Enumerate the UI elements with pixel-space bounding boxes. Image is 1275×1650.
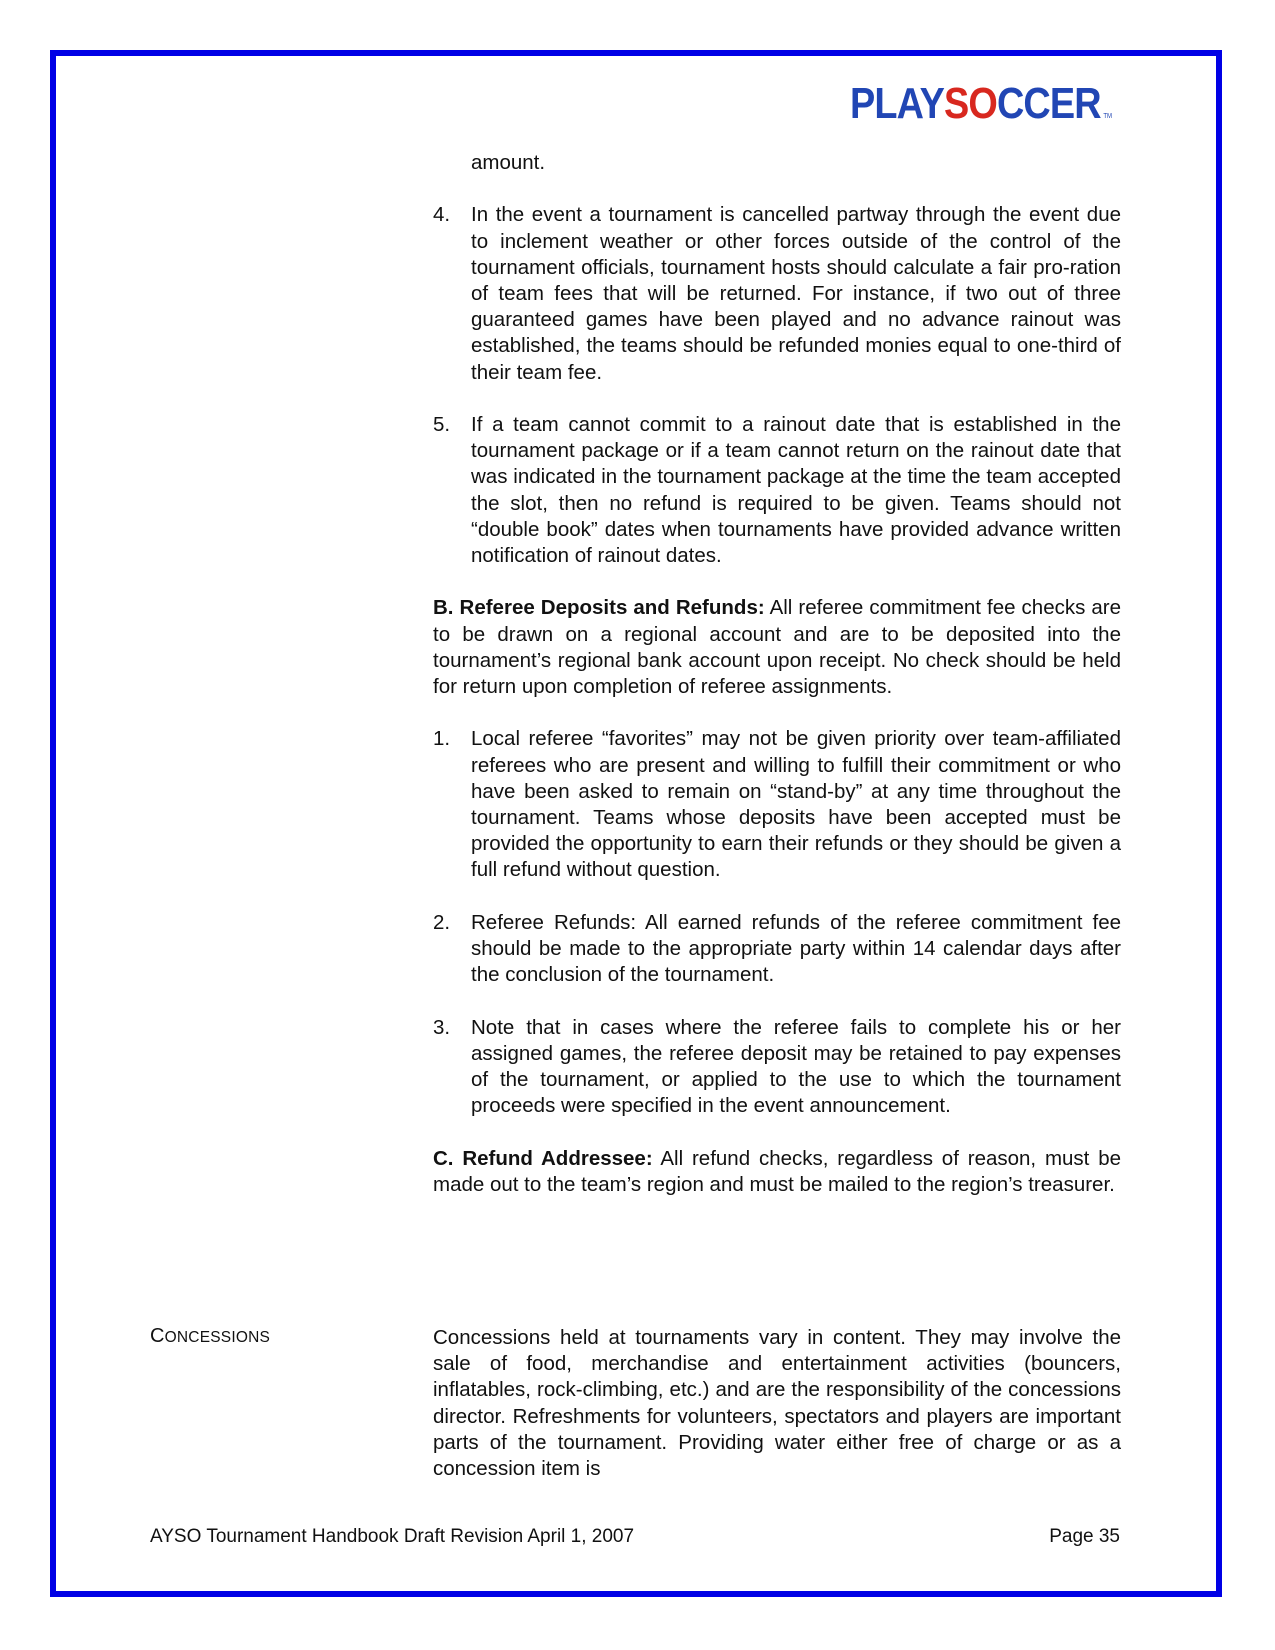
list-number: 3.: [433, 1015, 451, 1039]
section-c-paragraph: [433, 1146, 1121, 1198]
footer-document-title: AYSO Tournament Handbook Draft Revision April 1, 2007: [150, 1526, 635, 1547]
side-heading-initial: C: [150, 1325, 165, 1347]
main-content: [433, 150, 1121, 1198]
section-b-paragraph: [433, 595, 1121, 700]
list-item: [433, 726, 1121, 883]
list-text: Referee Refunds: All earned refunds of the referee commitment fee should be made to the appropriate party within 14 calendar days after the conclusion of the tournament.: [471, 910, 1121, 987]
list-number: 4.: [433, 203, 451, 227]
list-text: Note that in cases where the referee fails to complete his or her assigned games, the referee deposit may be retained to pay expenses of the tournament, or applied to the use to which the tournament proceeds were specified in the event announcement.: [471, 1015, 1121, 1118]
logo-ccer: CCER: [996, 79, 1101, 128]
list-text: In the event a tournament is cancelled partway through the event due to inclement weather or other forces outside of the control of the tournament officials, tournament hosts should calculate a fair pro-ration of team fees that will be returned. For instance, if two out of three guaranteed games have been played and no advance rainout was established, the teams should be refunded monies equal to one-third of their team fee.: [471, 203, 1121, 384]
logo-so: SO: [944, 79, 997, 128]
section-b-heading: B. Referee Deposits and Refunds:: [433, 596, 765, 620]
list-item: [433, 1015, 1121, 1120]
list-text: If a team cannot commit to a rainout date that is established in the tournament package or if a team cannot return on the rainout date that was indicated in the tournament package at the time the team accepted the slot, then no refund is required to be given. Teams should not “double book” dates when tournaments have provided advance written notification of rainout dates.: [471, 413, 1121, 568]
logo-trademark: TM: [1103, 113, 1113, 120]
logo-play: PLAY: [850, 79, 945, 128]
side-heading-rest: ONCESSIONS: [164, 1329, 271, 1346]
list-number: 5.: [433, 413, 451, 436]
concessions-paragraph: Concessions held at tournaments vary in content. They may involve the sale of food, merchandise and entertainment activities (bouncers, inflatables, rock-climbing, etc.) and are the responsibility of the concessions director. Refreshments for volunteers, spectators and players are important parts of the tournament. Providing water either free of charge or as a concession item is: [433, 1326, 1121, 1481]
section-c-text: All refund checks, regardless of reason, must be made out to the team’s region and must be mailed to the region’s treasurer.: [433, 1146, 1121, 1196]
concessions-side-heading: [150, 1325, 270, 1348]
continuation-text: amount.: [471, 151, 546, 174]
section-c-heading: C. Refund Addressee:: [433, 1146, 653, 1170]
playsoccer-logo: [850, 79, 1113, 128]
list-number: 1.: [433, 727, 451, 751]
section-b-text: All referee commitment fee checks are to be drawn on a regional account and are to be deposited into the tournament’s regional bank account upon receipt. No check should be held for return upon completion of referee assignments.: [433, 596, 1121, 699]
list-item: [433, 202, 1121, 385]
list-item: [433, 412, 1121, 569]
list-item: [433, 910, 1121, 989]
list-number: 2.: [433, 910, 451, 934]
list-text: Local referee “favorites” may not be given priority over team-affiliated referees who are present and willing to fulfill their commitment or who have been asked to remain on “stand-by” at any time throughout the tournament. Teams whose deposits have been accepted must be provided the opportunity to earn their refunds or they should be given a full refund without question.: [471, 727, 1121, 882]
footer-page-number: Page 35: [1049, 1526, 1120, 1547]
